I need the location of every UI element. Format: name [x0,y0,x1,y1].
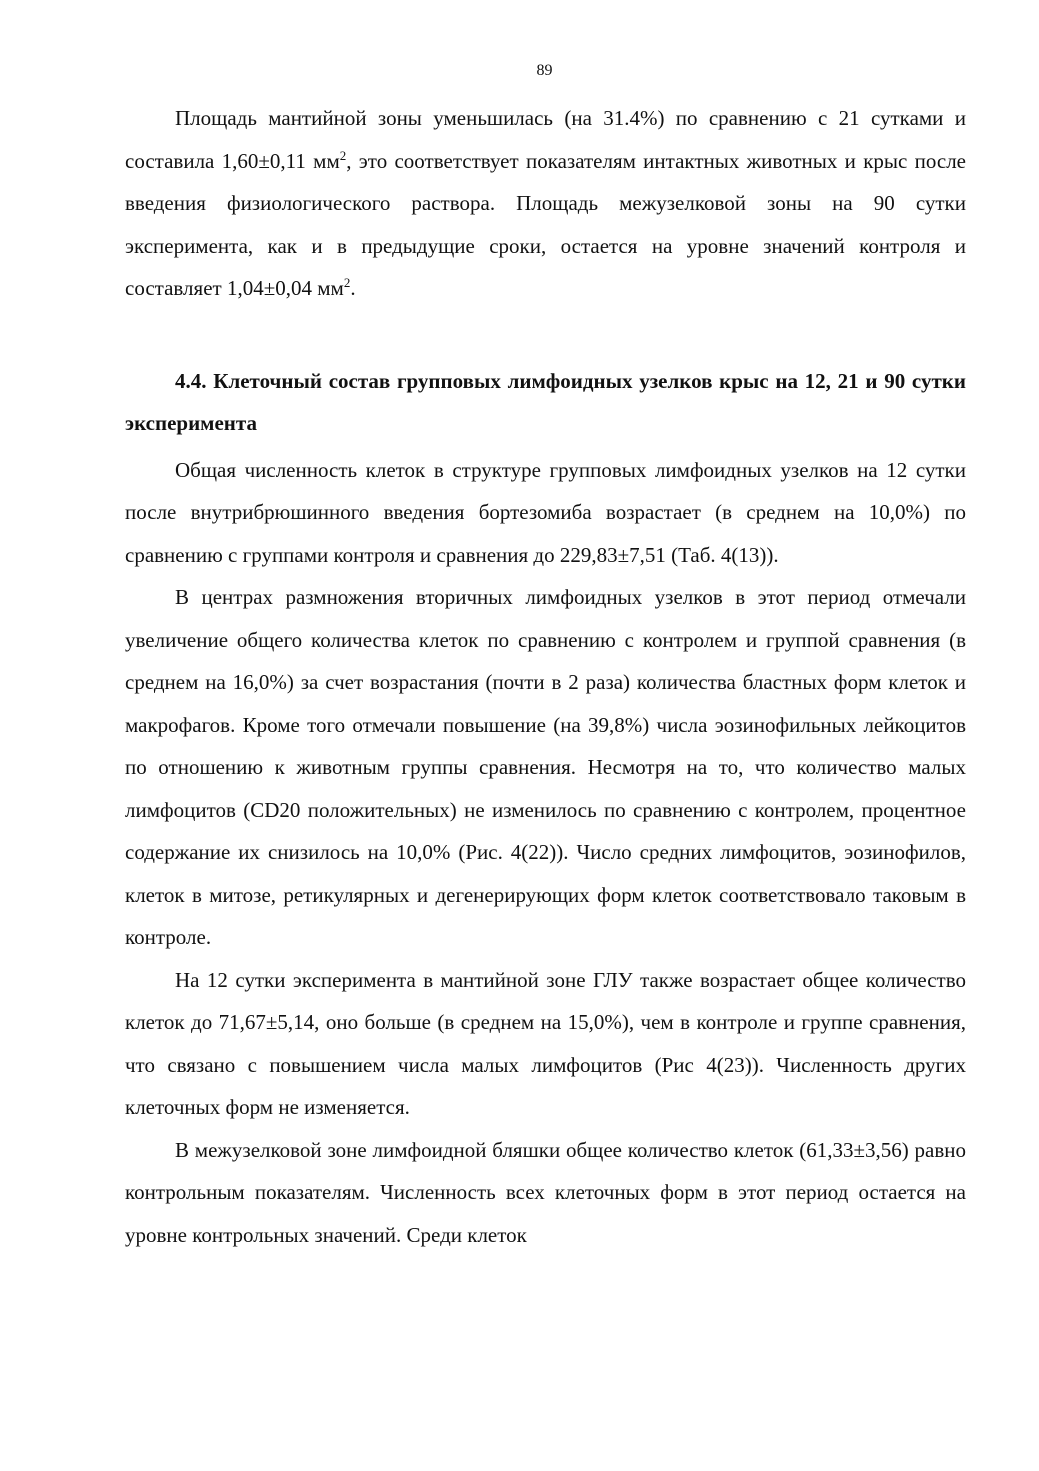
superscript: 2 [343,275,351,290]
paragraph-total-cell-count: Общая численность клеток в структуре групповых лимфоидных узелков на 12 сутки после внутрибрюшинного введения бортезомиба возрастает (в среднем на 10,0%) по сравнению с группами контроля и сравнения до 229,83±7,51 (Таб. 4(13)). [125,457,966,567]
superscript: 2 [339,147,347,163]
paragraph-germinal-centers: В центрах размножения вторичных лимфоидных узелков в этот период отмечали увеличение общего количества клеток по сравнению с контролем и группой сравнения (в среднем на 16,0%) за счет возрастания (почти в 2 раза) количества бластных форм клеток и макрофагов. Кроме того отмечали повышение (на 39,8%) числа эозинофильных лейкоцитов по отношению к животным группы сравнения. Несмотря на то, что количество малых лимфоцитов (CD20 положительных) не изменилось по сравнению с контролем, процентное содержание их снизилось на 10,0% (Рис. 4(22)). Число средних лимфоцитов, эозинофилов, клеток в митозе, ретикулярных и дегенерирующих форм клеток соответствовало таковым в контроле. [125,585,966,949]
paragraph-text: . [350,276,356,300]
document-body [125,97,966,1256]
paragraph-mantle-zone-area [125,97,966,310]
paragraph-text: Площадь мантийной зоны уменьшилась (на 31.4%) по сравнению с 21 сутками и составила 1,60±0,11 мм [125,106,966,173]
paragraph-internodular-zone: В межузелковой зоне лимфоидной бляшки общее количество клеток (61,33±3,56) равно контрольным показателям. Численность всех клеточных форм в этот период остается на уровне контрольных значений. Среди клеток [125,1137,966,1247]
paragraph-mantle-zone-cells: На 12 сутки эксперимента в мантийной зоне ГЛУ также возрастает общее количество клеток до 71,67±5,14, оно больше (в среднем на 15,0%), чем в контроле и группе сравнения, что связано с повышением числа малых лимфоцитов (Рис 4(23)). Численность других клеточных форм не изменяется. [125,967,966,1119]
page-number: 89 [536,62,553,79]
paragraph-text: , это соответствует показателям интактных животных и крыс после введения физиологического раствора. Площадь межузелковой зоны на 90 сутки эксперимента, как и в предыдущие сроки, остается на уровне значений контроля и составляет 1,04±0,04 мм [125,148,966,300]
section-heading: 4.4. Клеточный состав групповых лимфоидных узелков крыс на 12, 21 и 90 сутки эксперимента [125,368,966,435]
